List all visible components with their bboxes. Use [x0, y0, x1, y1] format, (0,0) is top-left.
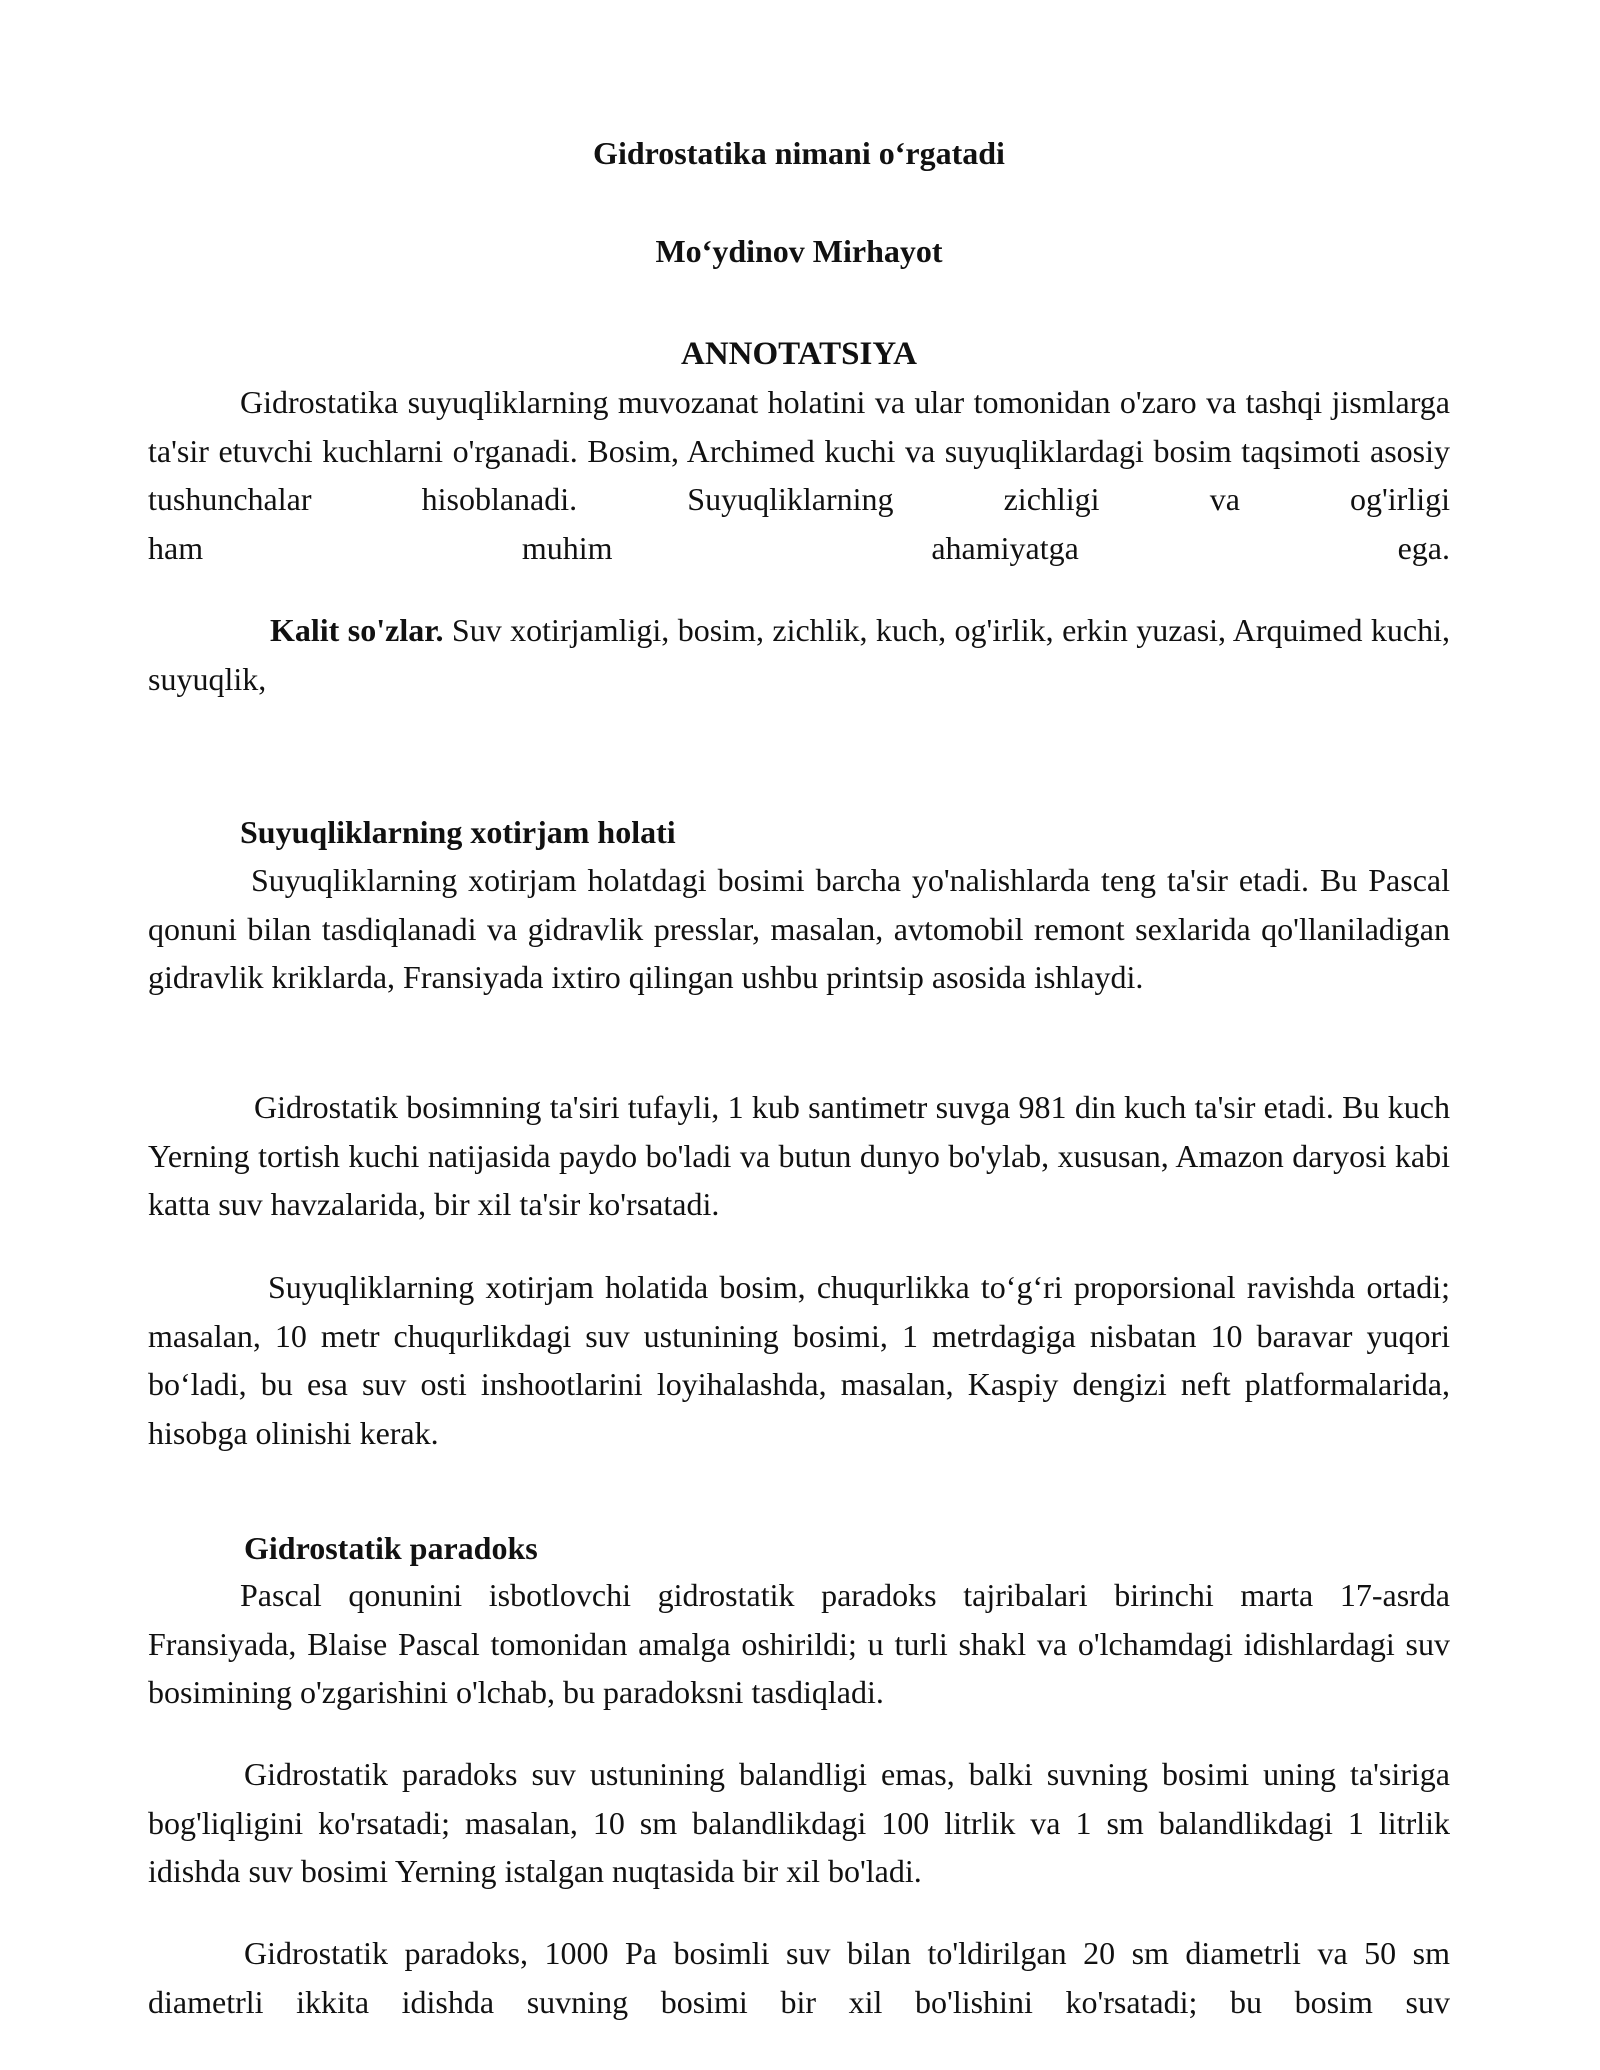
annotation-heading: ANNOTATSIYA: [681, 336, 917, 372]
author-name: Mo‘ydinov Mirhayot: [655, 233, 943, 269]
section1-paragraph-3: Suyuqliklarning xotirjam holatida bosim, chuqurlikka to‘g‘ri proporsional ravishda ortadi; masalan, 10 metr chuqurlikdagi suv ustunining bosimi, 1 metrdagiga nisbatan 10 baravar yuqori bo‘ladi, bu esa suv osti inshootlarini loyihalashda, masalan, Kaspiy dengizi neft platformalarida, hisobga olinishi kerak.: [148, 1269, 1450, 1451]
annotation-word: ega.: [1397, 529, 1450, 566]
keywords-text: Suv xotirjamligi, bosim, zichlik, kuch, og'irlik, erkin yuzasi, Arquimed kuchi, suyuqlik,: [148, 612, 1451, 697]
section2-paragraph-1: Pascal qonunini isbotlovchi gidrostatik paradoks tajribalari birinchi marta 17-asrda Fransiyada, Blaise Pascal tomonidan amalga oshirildi; u turli shakl va o'lchamdagi idishlardagi suv bosimining o'zgarishini o'lchab, bu paradoksni tasdiqladi.: [148, 1577, 1450, 1710]
section1-paragraph-1: Suyuqliklarning xotirjam holatdagi bosimi barcha yo'nalishlarda teng ta'sir etadi. Bu Pascal qonuni bilan tasdiqlanadi va gidravlik presslar, masalan, avtomobil remont sexlarida qo'llaniladigan gidravlik kriklarda, Fransiyada ixtiro qilingan ushbu printsip asosida ishlaydi.: [148, 862, 1450, 995]
section-heading-rest-state: Suyuqliklarning xotirjam holati: [240, 814, 676, 850]
keywords-paragraph: [148, 606, 1450, 703]
annotation-paragraph: [148, 378, 1450, 572]
document-title: Gidrostatika nimani o‘rgatadi: [593, 135, 1005, 171]
annotation-last-line: [148, 524, 1450, 573]
section-heading-paradox: Gidrostatik paradoks: [244, 1530, 538, 1566]
annotation-word: ahamiyatga: [931, 529, 1079, 566]
section2-paragraph-2: Gidrostatik paradoks suv ustunining balandligi emas, balki suvning bosimi uning ta'siriga bog'liqligini ko'rsatadi; masalan, 10 sm balandlikdagi 100 litrlik va 1 sm balandlikdagi 1 litrlik idishda suv bosimi Yerning istalgan nuqtasida bir xil bo'ladi.: [148, 1756, 1450, 1889]
section2-paragraph-3: Gidrostatik paradoks, 1000 Pa bosimli suv bilan to'ldirilgan 20 sm diametrli va 50 sm diametrli ikkita idishda suvning bosimi bir xil bo'lishini ko'rsatadi; bu bosim suv: [148, 1935, 1450, 2020]
annotation-text: Gidrostatika suyuqliklarning muvozanat holatini va ular tomonidan o'zaro va tashqi jismlarga ta'sir etuvchi kuchlarni o'rganadi. Bosim, Archimed kuchi va suyuqliklardagi bosim taqsimoti asosiy tushunchalar hisoblanadi. Suyuqliklarning zichligi va og'irligi: [148, 384, 1450, 517]
section1-paragraph-2: Gidrostatik bosimning ta'siri tufayli, 1 kub santimetr suvga 981 din kuch ta'sir etadi. Bu kuch Yerning tortish kuchi natijasida paydo bo'ladi va butun dunyo bo'ylab, xususan, Amazon daryosi kabi katta suv havzalarida, bir xil ta'sir ko'rsatadi.: [148, 1089, 1450, 1222]
annotation-word: ham: [148, 529, 204, 566]
keywords-label: Kalit so'zlar.: [270, 612, 444, 648]
annotation-word: muhim: [521, 529, 613, 566]
